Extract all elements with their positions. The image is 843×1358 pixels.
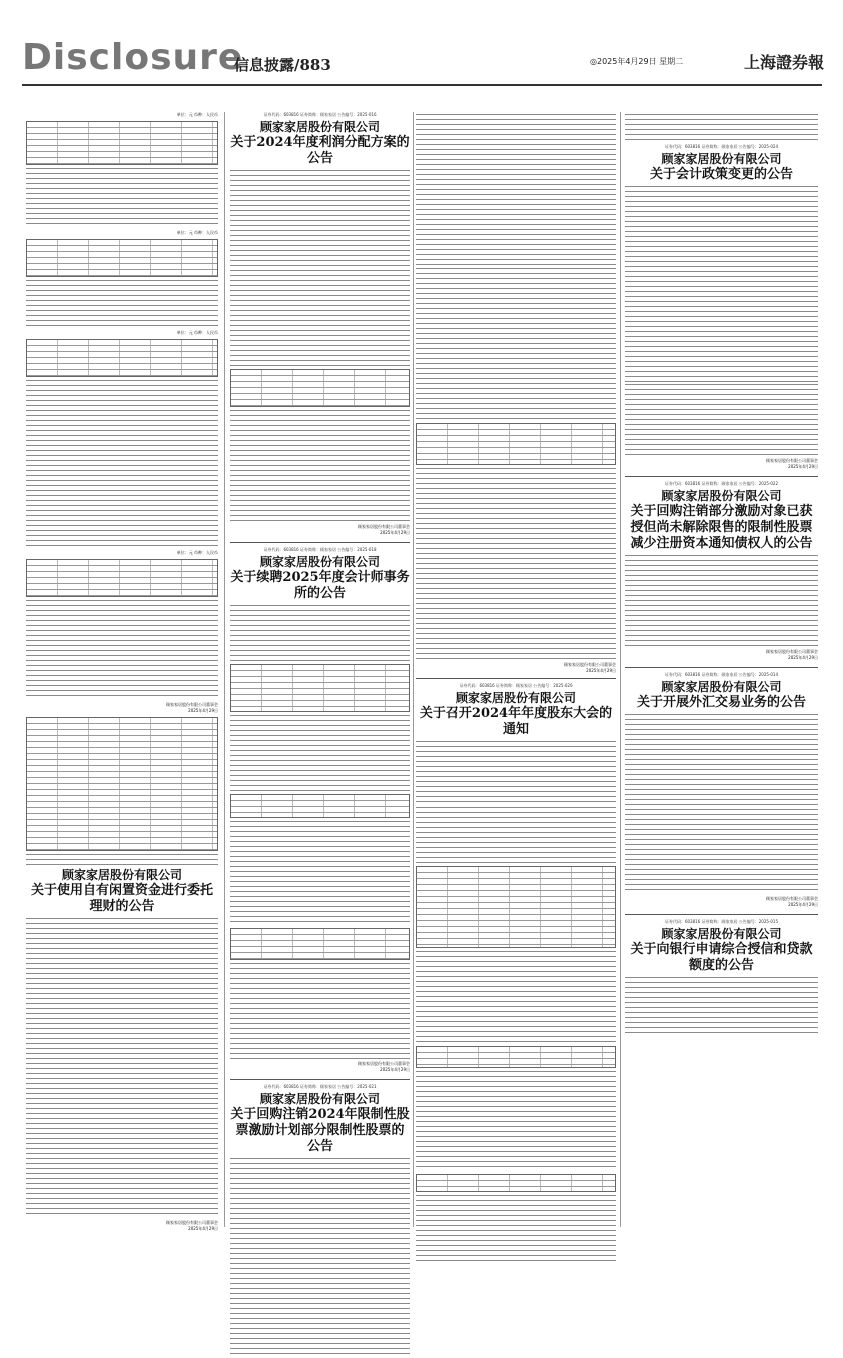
article-title: 关于续聘2025年度会计师事务所的公告 <box>230 570 410 601</box>
article-text <box>416 114 616 266</box>
article-text <box>230 605 410 661</box>
issue-date: ◎2025年4月29日 星期二 <box>590 57 684 66</box>
article <box>625 481 818 661</box>
stock-code: 证券代码：603816 证券简称：顾家家居 公告编号：2025-022 <box>664 481 779 486</box>
article-text <box>230 410 410 522</box>
header-rule <box>22 84 822 86</box>
info-table <box>416 1046 616 1068</box>
article-title: 关于回购注销部分激励对象已获授但尚未解除限售的限制性股票减少注册资本通知债权人的公告 <box>630 504 813 551</box>
article-title: 关于2024年度利润分配方案的公告 <box>230 135 410 166</box>
article-text <box>230 170 410 366</box>
article-separator <box>230 1079 410 1080</box>
article-text <box>416 1071 616 1171</box>
financial-table <box>26 559 218 597</box>
stock-code: 证券代码：603816 证券简称：顾家家居 公告编号：2025-015 <box>664 919 779 924</box>
stock-code: 证券代码：603816 证券简称：顾家家居 公告编号：2025-014 <box>664 672 779 677</box>
article-title: 关于向银行申请综合授信和贷款额度的公告 <box>630 942 813 973</box>
article <box>26 868 218 1232</box>
section-title: 信息披露/883 <box>234 56 331 74</box>
stock-code: 证券代码：603816 证券简称：顾家家居 公告编号：2025-018 <box>263 547 377 552</box>
company-name: 顾家家居股份有限公司 <box>259 555 380 569</box>
company-name: 顾家家居股份有限公司 <box>661 680 782 694</box>
article-text <box>625 186 818 382</box>
article-text <box>26 168 218 228</box>
article <box>625 919 818 1037</box>
company-name: 顾家家居股份有限公司 <box>61 868 182 882</box>
company-name: 顾家家居股份有限公司 <box>661 152 782 166</box>
article-text <box>230 963 410 1059</box>
column-divider <box>620 112 621 1227</box>
agenda-table <box>416 866 616 948</box>
unit-label: 单位：元 币种：人民币 <box>176 330 218 335</box>
newspaper-name: 上海證券報 <box>744 53 825 72</box>
stock-code: 证券代码：603816 证券简称：顾家家居 公告编号：2025-020 <box>459 683 573 688</box>
article-text <box>230 821 410 925</box>
disclosure-logo: Disclosure <box>22 37 244 78</box>
article-title: 关于会计政策变更的公告 <box>649 167 793 182</box>
column-4 <box>625 112 818 1227</box>
article-text <box>26 380 218 548</box>
article-text <box>625 114 818 142</box>
signature: 顾家家居股份有限公司董事会 2025年4月29日 <box>166 1220 218 1231</box>
column-2 <box>230 112 410 1227</box>
article <box>625 144 818 470</box>
article <box>230 112 410 536</box>
article-text <box>26 280 218 328</box>
column-divider <box>413 112 414 1227</box>
article-title: 关于使用自有闲置资金进行委托理财的公告 <box>30 883 213 914</box>
article-separator <box>625 667 818 668</box>
article-text <box>416 951 616 1043</box>
article-text <box>26 918 218 1218</box>
article-separator <box>230 542 410 543</box>
company-name: 顾家家居股份有限公司 <box>455 691 576 705</box>
info-table <box>416 1174 616 1192</box>
signature: 顾家家居股份有限公司董事会 2025年4月29日 <box>358 524 410 535</box>
signature: 顾家家居股份有限公司董事会 2025年4月29日 <box>166 702 218 713</box>
stock-code: 证券代码：603816 证券简称：顾家家居 公告编号：2025-024 <box>664 144 779 149</box>
unit-label: 单位：元 币种：人民币 <box>176 230 218 235</box>
stock-code: 证券代码：603816 证券简称：顾家家居 公告编号：2025-021 <box>263 1084 377 1089</box>
signature: 顾家家居股份有限公司董事会 2025年4月29日 <box>564 662 616 673</box>
financial-table <box>26 239 218 277</box>
financial-table <box>230 369 410 407</box>
stock-code: 证券代码：603816 证券简称：顾家家居 公告编号：2025-016 <box>263 112 377 117</box>
article-separator <box>416 678 616 679</box>
company-name: 顾家家居股份有限公司 <box>259 120 380 134</box>
article <box>230 1084 410 1358</box>
article-text <box>625 384 818 456</box>
article <box>625 672 818 908</box>
article-text <box>416 1195 616 1263</box>
article-text <box>26 600 218 700</box>
column-3 <box>416 112 616 1227</box>
company-name: 顾家家居股份有限公司 <box>259 1092 380 1106</box>
company-name: 顾家家居股份有限公司 <box>661 489 782 503</box>
financial-table <box>26 339 218 377</box>
signature: 顾家家居股份有限公司董事会 2025年4月29日 <box>766 896 818 907</box>
article-text <box>416 807 616 863</box>
article <box>416 683 616 1263</box>
article-text <box>625 555 818 647</box>
financial-table <box>26 121 218 165</box>
page-header <box>0 0 843 86</box>
info-table <box>230 794 410 818</box>
info-table <box>230 664 410 712</box>
signature: 顾家家居股份有限公司董事会 2025年4月29日 <box>358 1061 410 1072</box>
article <box>230 547 410 1073</box>
unit-label: 单位：元 币种：人民币 <box>176 550 218 555</box>
article-title: 关于开展外汇交易业务的公告 <box>636 695 806 710</box>
article-text <box>416 741 616 805</box>
article-text <box>230 715 410 791</box>
column-divider <box>224 112 225 1227</box>
article-text <box>230 1158 410 1358</box>
info-table <box>230 928 410 960</box>
article-text <box>416 268 616 420</box>
article-text <box>26 854 218 866</box>
article-text <box>625 714 818 894</box>
column-1 <box>26 112 218 1231</box>
signature: 顾家家居股份有限公司董事会 2025年4月29日 <box>766 649 818 660</box>
unit-label: 单位：元 币种：人民币 <box>176 112 218 117</box>
article-title: 关于回购注销2024年限制性股票激励计划部分限制性股票的公告 <box>230 1107 410 1154</box>
financial-table <box>416 423 616 465</box>
financial-table <box>26 717 218 851</box>
company-name: 顾家家居股份有限公司 <box>661 927 782 941</box>
signature: 顾家家居股份有限公司董事会 2025年4月29日 <box>766 458 818 469</box>
article-text <box>625 977 818 1037</box>
article-separator <box>625 476 818 477</box>
article-title: 关于召开2024年年度股东大会的通知 <box>419 706 613 737</box>
article-text <box>416 468 616 660</box>
article-separator <box>625 914 818 915</box>
